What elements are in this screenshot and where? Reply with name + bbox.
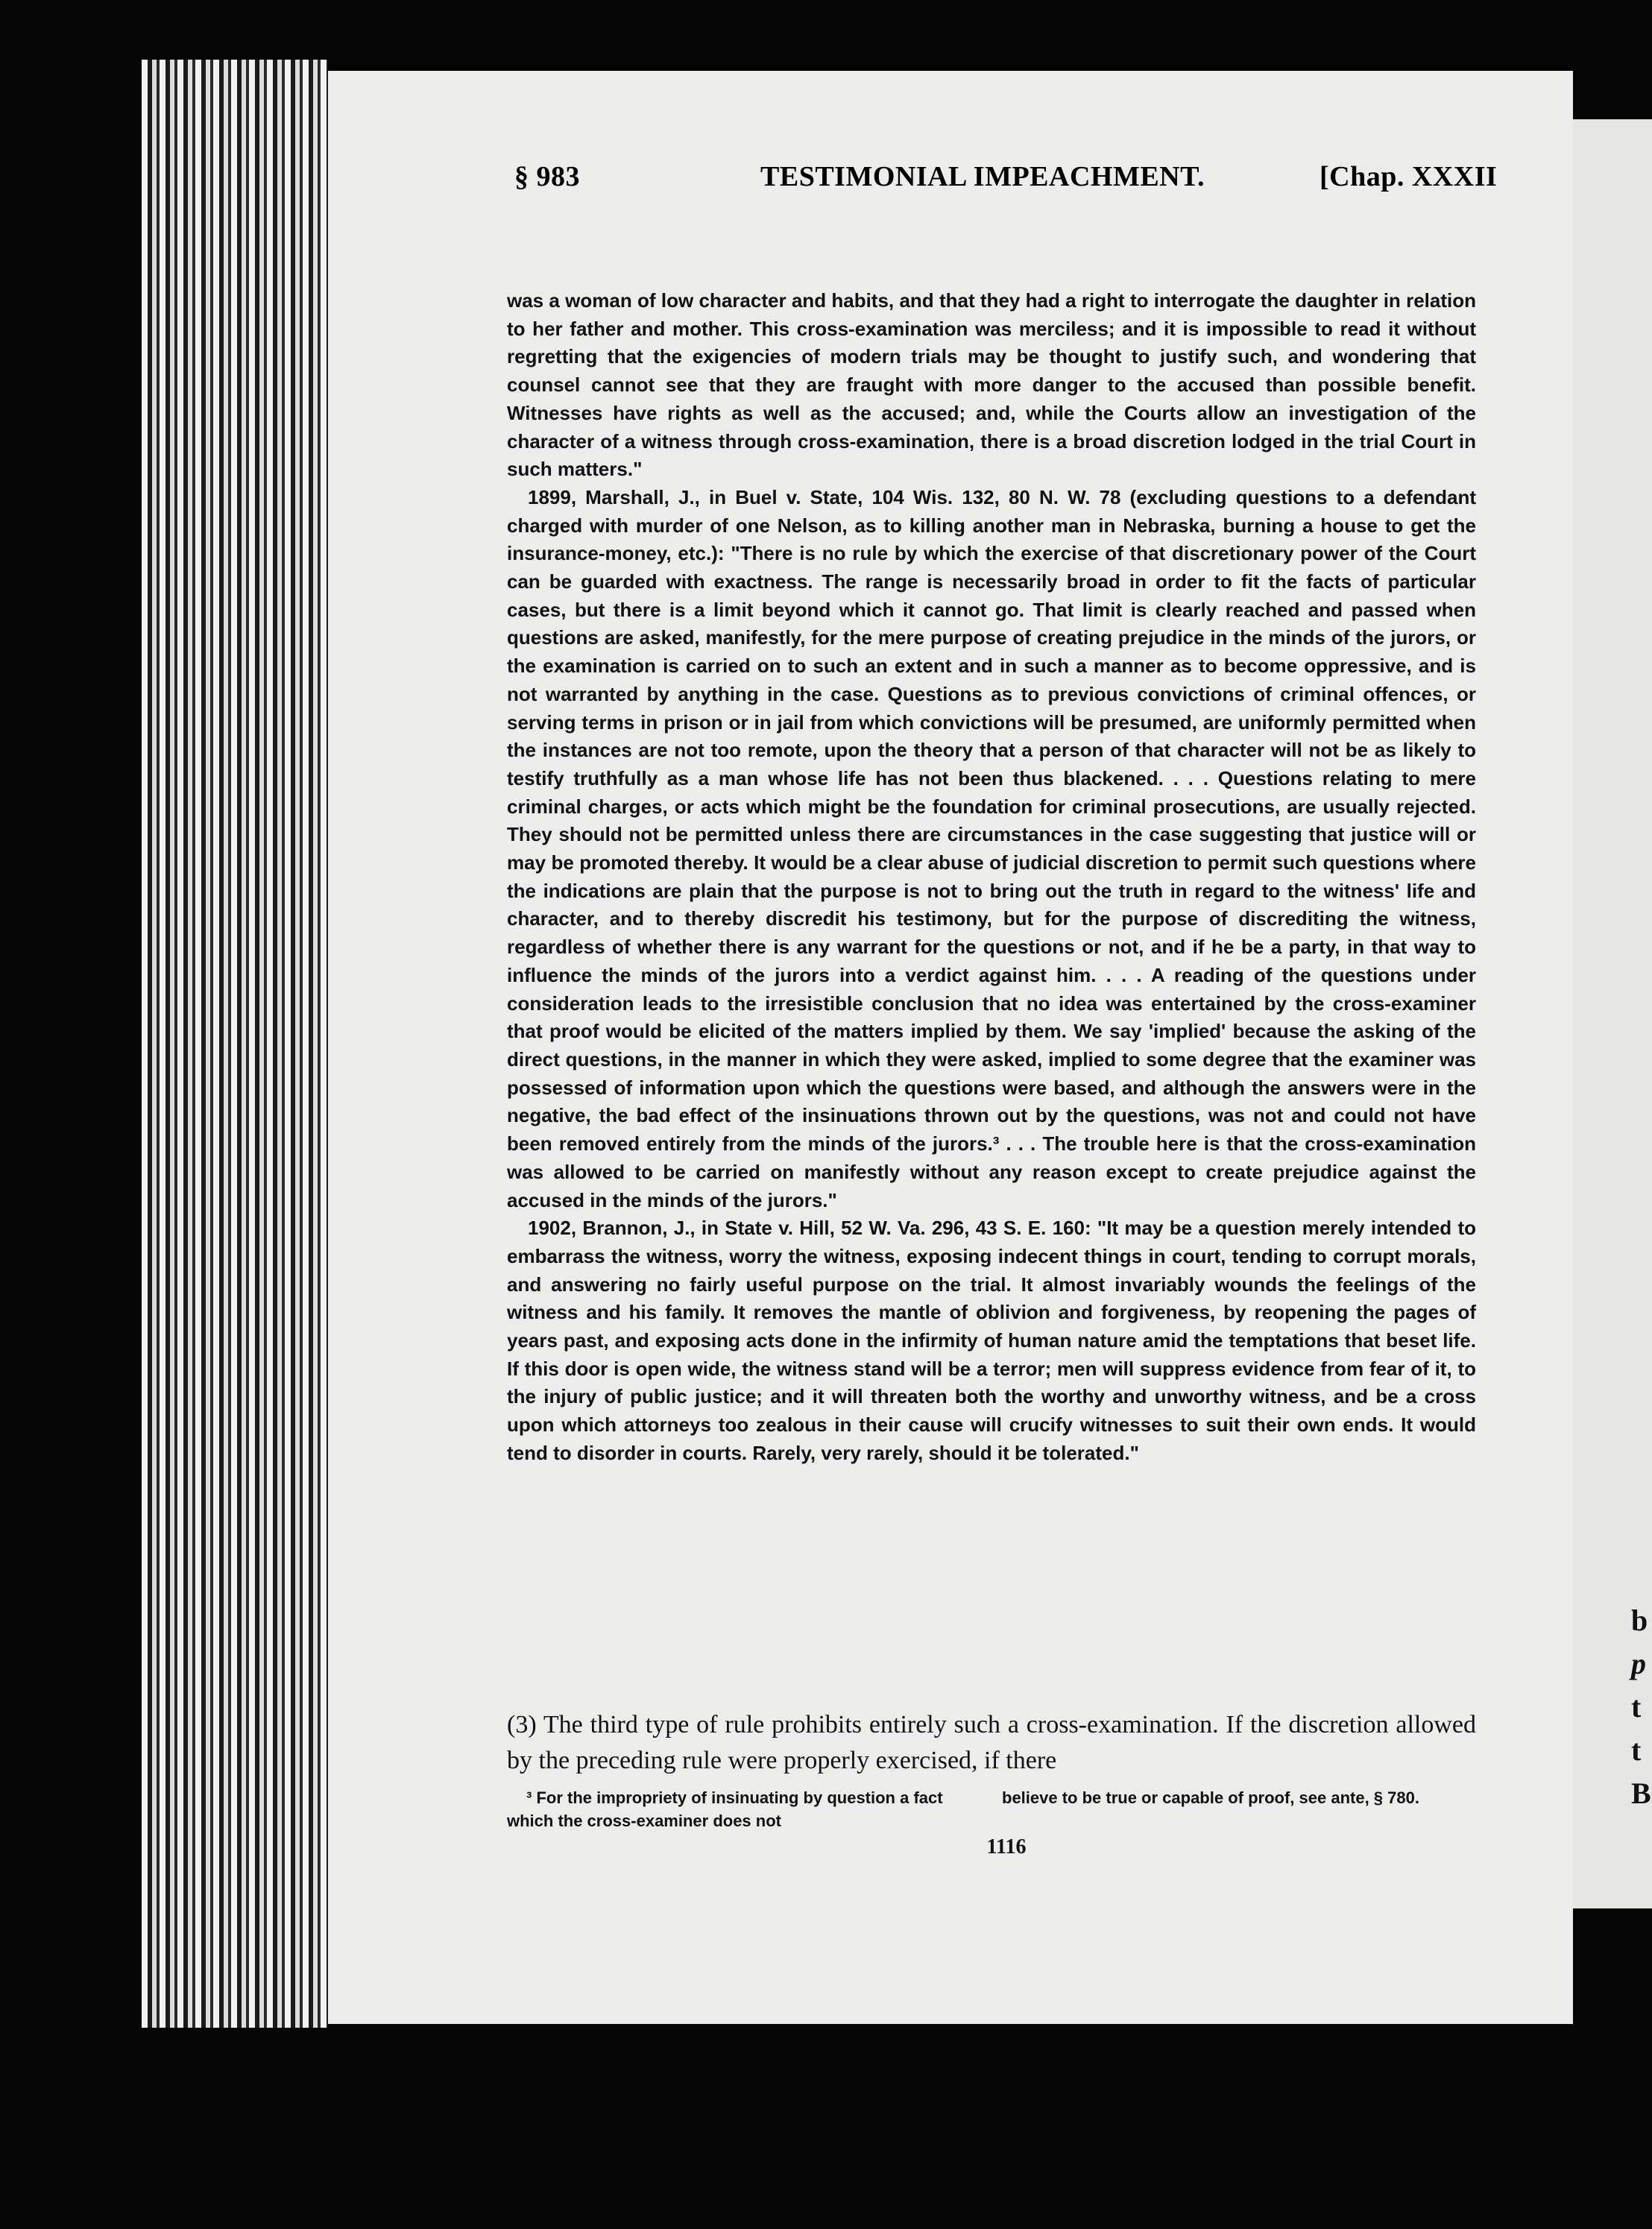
paragraph: was a woman of low character and habits, and that they had a right to interrogate the daughter in relation to her father and mother. This cross-examination was merciless; and it is impossible to read it without regretting that the exigencies of modern trials may be thought to justify such, and wondering that counsel cannot see that they are fraught with more danger to the accused than possible benefit. Witnesses have rights as well as the accused; and, while the Courts allow an investigation of the character of a witness through cross-examination, there is a broad discretion lodged in the trial Court in such matters." bbox=[507, 289, 1476, 481]
facing-page-fragment: b bbox=[1631, 1604, 1648, 1637]
facing-page-fragment: B bbox=[1631, 1776, 1651, 1810]
footnote-left-column: ³ For the impropriety of insinuating by question a fact which the cross-examiner does not bbox=[507, 1788, 943, 1830]
lead-paragraph bbox=[507, 1707, 1476, 1779]
paragraph: 1902, Brannon, J., in State v. Hill, 52 W. Va. 296, 43 S. E. 160: "It may be a question merely intended to embarrass the witness, worry the witness, exposing indecent things in court, tending to corrupt morals, and answering no fairly useful purpose on the trial. It almost invariably wounds the feelings of the witness and his family. It removes the mantle of oblivion and forgiveness, by reopening the pages of years past, and exposing acts done in the infirmity of human nature amid the temptations that beset life. If this door is open wide, the witness stand will be a terror; men will suppress evidence from fear of it, to the injury of public justice; and it will threaten both the worthy and unworthy witness, and be a cross upon which attorneys too zealous in their cause will crucify witnesses to suit their own ends. It would tend to disorder in courts. Rarely, very rarely, should it be tolerated." bbox=[507, 1217, 1476, 1464]
running-title: TESTIMONIAL IMPEACHMENT. bbox=[760, 161, 1205, 192]
paragraph: (3) The third type of rule prohibits entirely such a cross-examination. If the discretion allowed by the preceding rule were properly exercised, if there bbox=[507, 1711, 1476, 1774]
main-text bbox=[507, 287, 1476, 1468]
book-spine-edge bbox=[142, 60, 328, 2028]
section-number: § 983 bbox=[514, 161, 580, 192]
facing-page-fragment: p bbox=[1631, 1647, 1646, 1680]
footnote-right-column: believe to be true or capable of proof, see ante, § 780. bbox=[1002, 1788, 1419, 1807]
paragraph: 1899, Marshall, J., in Buel v. State, 104 Wis. 132, 80 N. W. 78 (excluding questions to a defendant charged with murder of one Nelson, as to killing another man in Nebraska, burning a house to get the insurance-money, etc.): "There is no rule by which the exercise of that discretionary power of the Court can be guarded with exactness. The range is necessarily broad in order to fit the facts of particular cases, but there is a limit beyond which it cannot go. That limit is clearly reached and passed when questions are asked, manifestly, for the mere purpose of creating prejudice in the minds of the jurors, or the examination is carried on to such an extent and in such a manner as to become oppressive, and is not warranted by anything in the case. Questions as to previous convictions of criminal offences, or serving terms in prison or in jail from which convictions will be presumed, are uniformly permitted when the instances are not too remote, upon the theory that a person of that character will not be as likely to testify truthfully as a man whose life has not been thus blackened. . . . Questions relating to mere criminal charges, or acts which might be the foundation for criminal prosecutions, are usually rejected. They should not be permitted unless there are circumstances in the case suggesting that justice will or may be promoted thereby. It would be a clear abuse of judicial discretion to permit such questions where the indications are plain that the purpose is not to bring out the truth in regard to the witness' life and character, and to thereby discredit his testimony, but for the purpose of discrediting the witness, regardless of whether there is any warrant for the questions or not, and if he be a party, in that way to influence the minds of the jurors into a verdict against him. . . . A reading of the questions under consideration leads to the irresistible conclusion that no idea was entertained by the cross-examiner that proof would be elicited of the matters implied by them. We say 'implied' because the asking of the direct questions, in the manner in which they were asked, implied to some degree that the examiner was possessed of information upon which the questions were based, and although the answers were in the negative, the bad effect of the insinuations thrown out by the questions, was not and could not have been removed entirely from the minds of the jurors.³ . . . The trouble here is that the cross-examination was allowed to be carried on manifestly without any reason except to create prejudice against the accused in the minds of the jurors." bbox=[507, 485, 1476, 1211]
facing-page-edge bbox=[1573, 119, 1652, 1908]
chapter-label: [Chap. XXXII bbox=[1320, 161, 1498, 192]
running-header bbox=[514, 160, 1652, 205]
facing-page-fragment: t bbox=[1631, 1690, 1642, 1724]
facing-page-fragment: t bbox=[1631, 1733, 1642, 1767]
page-number: 1116 bbox=[986, 1835, 1027, 1858]
